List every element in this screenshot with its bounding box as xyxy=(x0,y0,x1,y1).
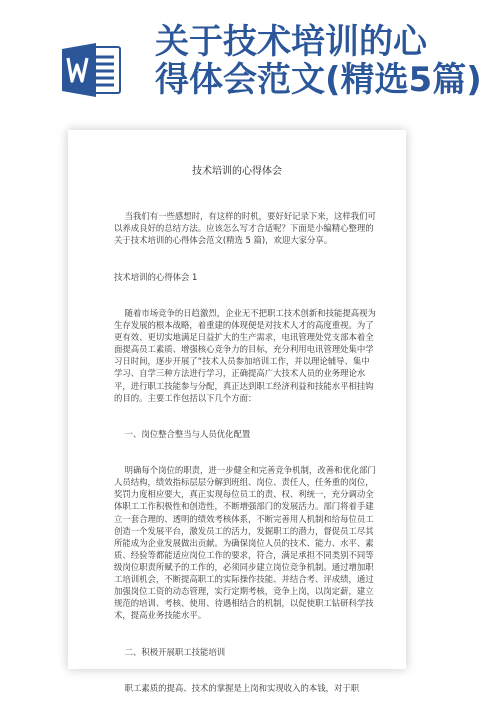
intro-paragraph: 当我们有一些感想时，有这样的时机，要好好记录下来，这样我们可以养成良好的总结方法。应该怎么写才合适呢？下面是小编精心整理的关于技术培训的心得体会范文(精选 5 篇)，欢迎大家分享。 xyxy=(114,211,376,246)
page-title xyxy=(155,22,482,100)
subsection-heading: 二、积极开展职工技能培训 xyxy=(114,646,226,657)
word-document-icon xyxy=(62,41,124,99)
section-heading: 技术培训的心得体会 1 xyxy=(114,271,198,282)
document-title: 技术培训的心得体会 xyxy=(192,166,282,177)
document-preview xyxy=(68,130,406,693)
body-paragraph: 随着市场竞争的日趋激烈，企业无不把职工技术创新和技能提高视为生存发展的根本战略，着重建的体现便是对技术人才的高度重视。为了更有效、更切实地满足日益扩大的生产需求，电讯管理处党支部本着全面提高员工素质、增强核心竞争力的目标，充分利用电讯管理处集中学习日时间，逐步开展了“技术人员参加培训工作，并以理论辅导、集中学习、自学三种方法进行学习，正确提高广大技术人员的业务理论水平，进行职工技能参与分配，真正达到职工经济利益和技能水平相挂钩的目的。主要工作包括以下几个方面： xyxy=(114,307,376,403)
title-line-1: 关于技术培训的心 xyxy=(155,22,427,62)
subsection-heading: 一、岗位整合整当与人员优化配置 xyxy=(114,428,251,439)
document-body xyxy=(114,186,376,718)
body-paragraph: 明确每个岗位的职责，进一步健全和完善竞争机制，改善和优化部门人员结构，绩效指标层层分解到班组、岗位、责任人，任务重的岗位，奖罚力度相应要大，真正实现每位员工的责、权、利统一，充分调动全体职工工作积极性和创造性，不断增强部门的发展活力。部门将着手建立一套合理的、透明的绩效考核体系，不断完善用人机制和给每位员工创造一个发展平台，激发员工的活力，发掘职工的潜力，督促员工尽其所能成为企业发展做出贡献。为确保岗位人员的技术、能力、水平、素质、经验等都能适应岗位工作的要求，符合，满足承担不同类别不同等级岗位职责所赋予的工作的，必须同步建立岗位竞争机制。通过增加职工培训机会，不断提高职工的实际操作技能、并结合考、评成绩，通过加强岗位工资的动态管理，实行定期考核，竞争上岗，以岗定薪，建立规范的培训、考核、使用、待遇相结合的机制，以促使职工钻研科学技术，提高业务技能水平。 xyxy=(114,465,376,621)
title-line-2: 得体会范文(精选5篇) xyxy=(155,60,482,100)
page-header xyxy=(0,0,482,115)
body-paragraph: 职工素质的提高、技术的掌握是上岗和实现收入的本钱，对于职 xyxy=(114,682,360,693)
